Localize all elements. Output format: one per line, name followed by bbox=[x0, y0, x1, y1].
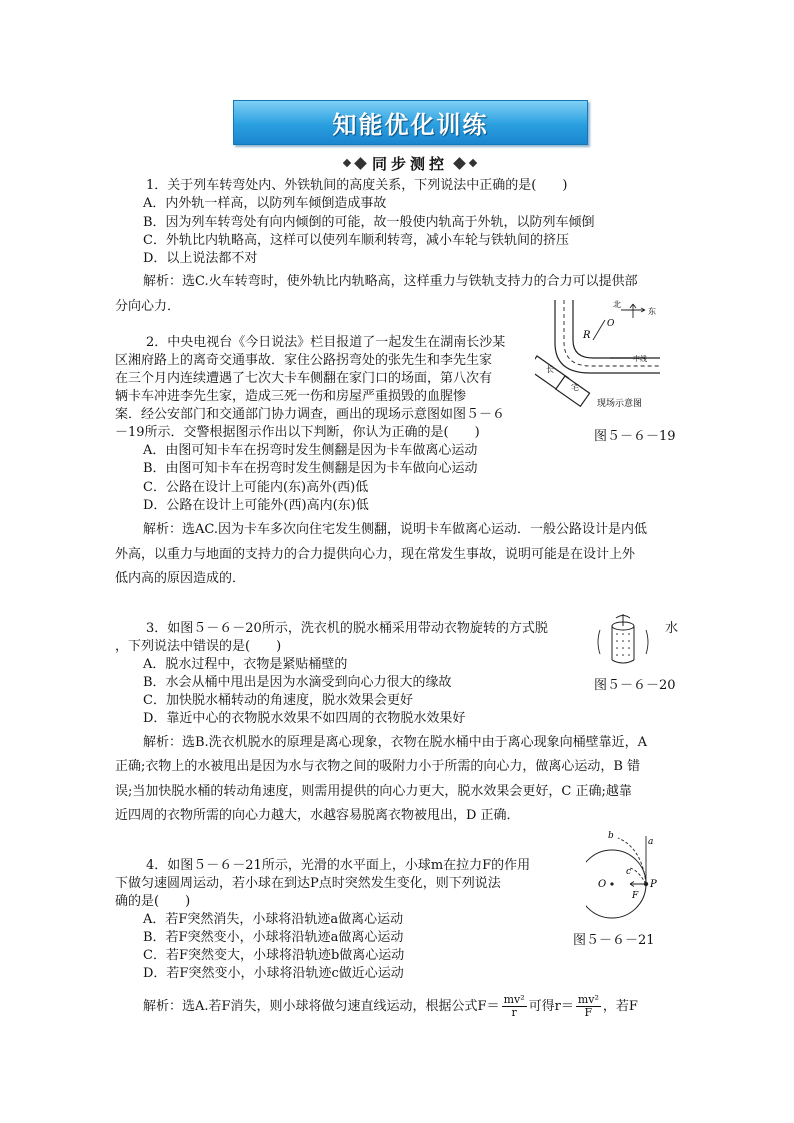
path-b-label: b bbox=[608, 831, 614, 841]
figure-side-text: 水 bbox=[665, 621, 679, 636]
q2-option-a: A．由图可知卡车在拐弯时发生侧翻是因为卡车做离心运动 bbox=[143, 443, 478, 458]
title-banner bbox=[233, 100, 588, 145]
path-c-label: c bbox=[626, 867, 632, 877]
q2-answer: 解析：选AC.因为卡车多次向住宅发生侧翻，说明卡车做离心运动．一般公路设计是内低 bbox=[143, 522, 648, 537]
circular-motion-figure bbox=[586, 826, 662, 930]
figure-caption: 图５－６－19 bbox=[594, 429, 676, 444]
scene-caption: 现场示意图 bbox=[597, 399, 643, 409]
path-a-label: a bbox=[648, 837, 654, 847]
q1-option-b: B．因为列车转弯处有向内倾倒的可能，故一般使内轨高于外轨，以防列车倾倒 bbox=[143, 215, 595, 230]
q1-option-a: A．内外轨一样高，以防列车倾倒造成事故 bbox=[143, 196, 387, 211]
q3-answer: 正确;衣物上的水被甩出是因为水与衣物之间的吸附力小于所需的向心力，做离心运动，B 错 bbox=[115, 759, 641, 774]
ornament-diamond-icon bbox=[453, 157, 466, 170]
q2-option-c: C．公路在设计上可能内(东)高外(西)低 bbox=[143, 480, 369, 495]
q2-option-b: B．由图可知卡车在拐弯时发生侧翻是因为卡车做向心运动 bbox=[143, 461, 478, 476]
q4-stem: 下做匀速圆周运动，若小球在到达P点时突然发生变化，则下列说法 bbox=[115, 876, 501, 891]
radius-label: R bbox=[583, 330, 591, 341]
q2-stem: 辆卡车冲进李先生家，造成三死一伤和房屋严重损毁的血腥惨 bbox=[115, 389, 467, 404]
q4-option-b: B．若F突然变小，小球将沿轨迹a做离心运动 bbox=[143, 930, 404, 945]
house-label: 长 bbox=[546, 365, 554, 374]
q2-answer: 外高，以重力与地面的支持力的合力提供向心力，现在常发生事故，说明可能是在设计上外 bbox=[115, 547, 636, 562]
q1-option-c: C．外轨比内轨略高，这样可以使列车顺利转弯，减小车轮与铁轨间的挤压 bbox=[143, 233, 569, 248]
figure-caption: 图５－６－21 bbox=[573, 933, 655, 948]
center-o-label: O bbox=[598, 879, 607, 890]
center-o-label: O bbox=[607, 319, 615, 329]
figure-caption: 图５－６－20 bbox=[594, 678, 676, 693]
q2-stem: 案．经公安部门和交通部门协力调查，画出的现场示意图如图５－６ bbox=[115, 407, 506, 422]
q1-stem: 1．关于列车转弯处内、外铁轨间的高度关系，下列说法中正确的是( ) bbox=[146, 178, 568, 193]
page-title: 知能优化训练 bbox=[332, 111, 489, 139]
east-label: 东 bbox=[648, 307, 656, 316]
q4-stem: 4．如图５－６－21所示，光滑的水平面上，小球m在拉力F的作用 bbox=[146, 858, 531, 873]
q3-option-d: D．靠近中心的衣物脱水效果不如四周的衣物脱水效果好 bbox=[143, 711, 466, 726]
q2-stem: 2．中央电视台《今日说法》栏目报道了一起发生在湖南长沙某 bbox=[146, 335, 506, 350]
q4-option-c: C．若F突然变大，小球将沿轨迹b做离心运动 bbox=[143, 948, 405, 963]
q4-answer-text: 可得r＝ bbox=[528, 998, 574, 1014]
q3-answer: 近四周的衣物所需的向心力越大，水越容易脱离衣物被甩出，D 正确． bbox=[115, 808, 520, 823]
fraction-numerator: mv² bbox=[503, 993, 525, 1006]
q2-stem: 区湘府路上的离奇交通事故．家住公路拐弯处的张先生和李先生家 bbox=[115, 353, 493, 368]
ornament-diamond-icon bbox=[343, 159, 351, 167]
q3-answer: 解析：选B.洗衣机脱水的原理是离心现象，衣物在脱水桶中由于离心现象向桶壁靠近，A bbox=[143, 735, 648, 750]
q1-option-d: D．以上说法都不对 bbox=[143, 251, 258, 266]
fraction-denominator: r bbox=[511, 1006, 517, 1019]
road-scene-figure bbox=[535, 298, 685, 410]
q4-answer-text: 解析：选A.若F消失，则小球将做匀速直线运动，根据公式F＝ bbox=[143, 998, 500, 1014]
spin-dryer-figure bbox=[596, 612, 658, 668]
section-heading bbox=[325, 152, 495, 174]
fraction-numerator: mv² bbox=[577, 993, 599, 1006]
q4-option-d: D．若F突然变小，小球将沿轨迹c做近心运动 bbox=[143, 966, 404, 981]
q1-answer: 解析：选C.火车转弯时，使外轨比内轨略高，这样重力与铁轨支持力的合力可以提供部 bbox=[143, 274, 638, 289]
q1-answer: 分向心力． bbox=[115, 299, 181, 314]
q2-stem: 在三个月内连续遭遇了七次大卡车侧翻在家门口的场面，第八次有 bbox=[115, 371, 493, 386]
force-f-label: F bbox=[632, 891, 639, 901]
q3-answer: 误;当加快脱水桶的转动角速度，则需用提供的向心力更大，脱水效果会更好，C 正确;越靠 bbox=[115, 784, 632, 799]
section-label: 同步测控 bbox=[371, 154, 448, 173]
q4-option-a: A．若F突然消失，小球将沿轨迹a做离心运动 bbox=[143, 912, 404, 927]
q3-option-b: B．水会从桶中甩出是因为水滴受到向心力很大的缘故 bbox=[143, 675, 452, 690]
q3-stem: ，下列说法中错误的是( ) bbox=[115, 639, 282, 654]
house-label: 宅 bbox=[571, 383, 579, 392]
ornament-diamond-icon bbox=[354, 157, 367, 170]
q2-stem: －19所示．交警根据图示作出以下判断，你认为正确的是( ) bbox=[115, 425, 480, 440]
q3-option-c: C．加快脱水桶转动的角速度，脱水效果会更好 bbox=[143, 693, 413, 708]
q4-answer bbox=[143, 994, 638, 1019]
ornament-diamond-icon bbox=[469, 159, 477, 167]
north-label: 北 bbox=[613, 300, 621, 309]
formula-fraction bbox=[502, 994, 527, 1019]
centerline-label: 中线 bbox=[633, 355, 647, 363]
q3-option-a: A．脱水过程中，衣物是紧贴桶壁的 bbox=[143, 657, 348, 672]
formula-fraction bbox=[576, 994, 601, 1019]
q4-answer-text: ，若F bbox=[602, 998, 638, 1014]
q2-answer: 低内高的原因造成的． bbox=[115, 571, 246, 586]
fraction-denominator: F bbox=[584, 1006, 593, 1019]
q3-stem: 3．如图５－６－20所示，洗衣机的脱水桶采用带动衣物旋转的方式脱 bbox=[146, 621, 548, 636]
q4-stem: 确的是( ) bbox=[115, 894, 191, 909]
q2-option-d: D．公路在设计上可能外(西)高内(东)低 bbox=[143, 498, 369, 513]
point-p-label: P bbox=[650, 879, 657, 890]
